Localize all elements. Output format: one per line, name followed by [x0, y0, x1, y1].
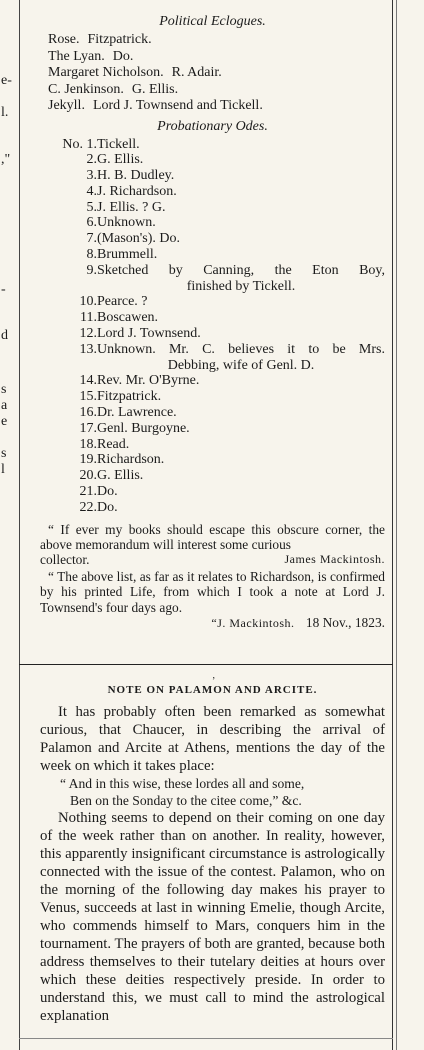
mackintosh-quote-2: “ The above list, as far as it relates to Richardson, is confirmed by his printed Life, from which I took a note at Lord J. Townsend's four days ago.	[40, 569, 385, 615]
ode-number: 11.	[80, 310, 97, 326]
ode-entry	[40, 200, 385, 216]
fragment: d	[1, 328, 8, 343]
mackintosh-signature-line-1	[40, 552, 385, 567]
eclogue-row	[48, 98, 385, 115]
ode-attribution: Lord J. Townsend.	[97, 326, 201, 342]
ode-entry	[40, 168, 385, 184]
ode-number: 16.	[79, 405, 97, 421]
ode-number: 22.	[79, 499, 97, 515]
ode-attribution: Brummell.	[97, 247, 158, 263]
fragment: e-	[1, 73, 12, 88]
ode-entry	[40, 500, 385, 516]
fragment: s	[1, 382, 7, 397]
ode-attribution: Do.	[97, 484, 118, 500]
ode-attribution: Sketched by Canning, the Eton Boy,	[97, 262, 385, 278]
ode-attribution-continued: finished by Tickell.	[186, 278, 296, 294]
essay-paragraph-2: Nothing seems to depend on their coming on one day of the week rather than on another. In reality, however, this apparently insignificant circumstance is astrologically connected with the issue of the contest. Palamon, who on the morning of the following day makes his prayer to Venus, succeeds at last in winning Emelie, though Arcite, who commends himself to Mars, conquers him in the tournament. The prayers of both are granted, because both address themselves to their tutelary deities at hours over which these deities respectively preside. In order to understand this, we must call to mind the astrological explanation	[40, 810, 385, 1024]
mackintosh-quote-1: “ If ever my books should escape this obscure corner, the above memorandum will interest some curious	[40, 521, 385, 552]
ode-entry	[40, 437, 385, 453]
ode-attribution: Dr. Lawrence.	[97, 405, 177, 421]
note-date: 18 Nov., 1823.	[305, 614, 385, 630]
section-divider	[19, 664, 393, 665]
ode-number: 9.	[86, 262, 97, 278]
ode-attribution: Fitzpatrick.	[97, 389, 162, 405]
ode-attribution: Boscawen.	[97, 310, 159, 326]
palamon-section-title: NOTE ON PALAMON AND ARCITE.	[107, 684, 318, 696]
probationary-odes-heading: Probationary Odes.	[157, 118, 268, 134]
essay-paragraph-1: It has probably often been remarked as somewhat curious, that Chaucer, in describing the arrival of Palamon and Arcite at Athens, mentions the day of the week on which it takes place:	[40, 704, 385, 774]
ode-attribution: J. Ellis. ? G.	[97, 199, 166, 215]
column-rule-right-outer	[396, 0, 397, 1050]
fragment: s	[1, 446, 7, 461]
ode-number: 12.	[79, 326, 97, 342]
ode-number: 20.	[79, 468, 97, 484]
column-rule-left	[19, 0, 20, 1050]
fragment: e	[1, 414, 8, 429]
column-rule-right	[392, 0, 393, 1050]
ode-entry	[40, 294, 385, 310]
ode-attribution: G. Ellis.	[97, 152, 144, 168]
ode-entry	[40, 310, 385, 326]
fragment: -	[1, 282, 6, 297]
ode-number: 6.	[86, 215, 97, 231]
quote-end-word: collector.	[40, 552, 90, 568]
eclogue-author: G. Ellis.	[131, 81, 179, 97]
ode-entry	[40, 342, 385, 374]
political-eclogues-list	[40, 32, 385, 115]
eclogue-author: Fitzpatrick.	[87, 32, 152, 47]
ode-attribution: Unknown.	[97, 215, 156, 231]
eclogue-row	[48, 32, 385, 49]
ode-number: 18.	[79, 436, 97, 452]
ode-number: 21.	[79, 484, 97, 500]
ode-number: 19.	[79, 452, 97, 468]
fragment: l	[1, 462, 5, 477]
ode-entry	[40, 247, 385, 263]
ode-entry	[40, 152, 385, 168]
ode-number: 4.	[86, 183, 97, 199]
ode-attribution: Read.	[97, 436, 130, 452]
ode-entry	[40, 231, 385, 247]
fragment: l.	[1, 105, 9, 120]
ode-number: 13.	[79, 341, 97, 357]
palamon-essay	[40, 703, 385, 1025]
ode-attribution: G. Ellis.	[97, 468, 144, 484]
ode-attribution-continued: Debbing, wife of Genl. D.	[167, 357, 315, 373]
ode-attribution: Genl. Burgoyne.	[97, 420, 190, 436]
fragment: ,"	[1, 152, 11, 167]
ode-entry	[40, 326, 385, 342]
ode-entry	[40, 452, 385, 468]
ode-number: 3.	[86, 168, 97, 184]
ode-number: 7.	[86, 231, 97, 247]
ode-attribution: J. Richardson.	[97, 183, 177, 199]
ode-attribution: Tickell.	[97, 136, 140, 152]
ode-attribution: H. B. Dudley.	[97, 168, 175, 184]
signature-j-mackintosh: “J. Mackintosh.	[211, 615, 295, 630]
ode-attribution: Richardson.	[97, 452, 165, 468]
ode-entry	[40, 137, 385, 153]
verse-line-2: Ben on the Sonday to the citee come,” &c.	[70, 793, 302, 808]
ode-number: 15.	[79, 389, 97, 405]
ode-number: 17.	[79, 420, 97, 436]
ode-number: No. 1.	[62, 136, 97, 152]
stray-mark: ʼ	[212, 676, 216, 687]
political-eclogues-heading: Political Eclogues.	[159, 14, 266, 29]
mackintosh-signature-line-2	[40, 615, 385, 631]
ode-attribution: (Mason's). Do.	[97, 231, 181, 247]
facing-column-fragments	[0, 0, 12, 1050]
mackintosh-note	[40, 522, 385, 631]
chaucer-quotation	[60, 775, 385, 809]
ode-number: 5.	[86, 199, 97, 215]
upper-section	[40, 12, 385, 631]
ode-attribution: Do.	[97, 499, 118, 515]
ode-number: 2.	[86, 152, 97, 168]
eclogue-title: Margaret Nicholson.	[48, 65, 164, 80]
eclogue-title: C. Jenkinson.	[48, 81, 124, 97]
ode-entry	[40, 373, 385, 389]
page-bottom-rule	[19, 1038, 393, 1039]
ode-entry	[40, 468, 385, 484]
ode-entry	[40, 405, 385, 421]
ode-attribution: Rev. Mr. O'Byrne.	[97, 373, 200, 389]
ode-entry	[40, 421, 385, 437]
ode-attribution: Pearce. ?	[97, 294, 148, 310]
eclogue-title: Rose.	[48, 32, 80, 47]
eclogue-author: Lord J. Townsend and Tickell.	[92, 98, 263, 113]
eclogue-author: Do.	[112, 48, 134, 64]
ode-entry	[40, 263, 385, 295]
ode-number: 14.	[79, 373, 97, 389]
ode-entry	[40, 389, 385, 405]
eclogue-row	[48, 49, 385, 66]
signature-james-mackintosh: James Mackintosh.	[284, 552, 385, 567]
ode-attribution: Unknown. Mr. C. believes it to be Mrs.	[97, 341, 385, 357]
ode-entry	[40, 184, 385, 200]
eclogue-author: R. Adair.	[171, 65, 222, 80]
eclogue-row	[48, 65, 385, 82]
ode-entry	[40, 484, 385, 500]
ode-number: 10.	[79, 294, 97, 310]
fragment: a	[1, 398, 8, 413]
eclogue-title: The Lyan.	[48, 48, 105, 64]
verse-line-1: “ And in this wise, these lordes all and some,	[60, 776, 305, 791]
ode-number: 8.	[86, 247, 97, 263]
eclogue-title: Jekyll.	[48, 98, 85, 113]
eclogue-row	[48, 82, 385, 99]
ode-entry	[40, 215, 385, 231]
probationary-odes-list	[40, 137, 385, 516]
